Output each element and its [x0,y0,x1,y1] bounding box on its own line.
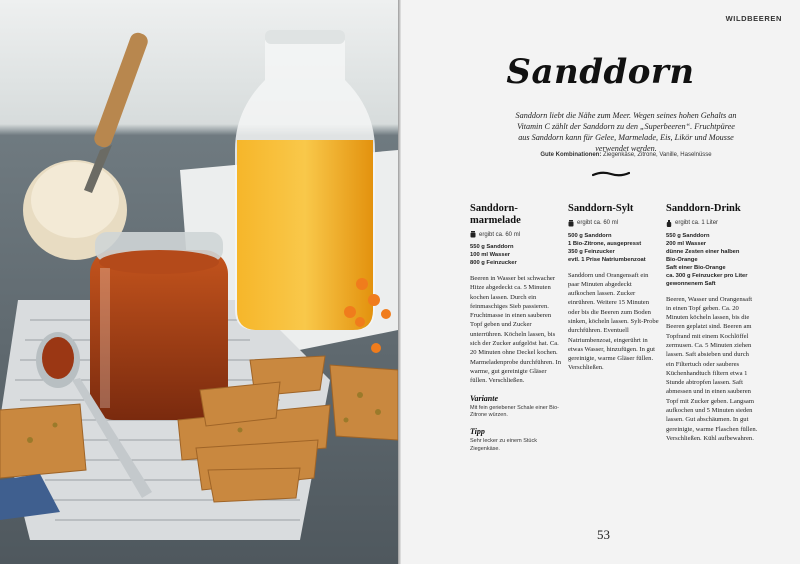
ingredient-item: 350 g Feinzucker [568,248,615,255]
ingredient-item: 1 Bio-Zitrone, ausgepresst [568,240,642,247]
sea-buckthorn-photo [0,0,398,564]
recipe-sylt [568,203,660,373]
recipe-yield [666,220,758,227]
ingredient-list [568,232,660,264]
recipe-yield [470,231,562,238]
jar-icon [470,231,476,238]
section-label: WILDBEEREN [725,14,782,23]
recipe-title-line1: Sanddorn- [470,203,518,214]
ingredient-item: 100 ml Wasser [470,252,511,258]
page-title: Sanddorn [506,52,695,92]
ingredient-item: evtl. 1 Prise Natriumbenzoat [568,256,646,263]
ingredient-item: gewonnenem Saft [666,280,716,287]
intro-text: Sanddorn liebt die Nähe zum Meer. Wegen seines hohen Gehalts an Vitamin C zählt der Sanddorn zu den „Superbeeren“. Fruchtpüree aus Sanddorn kann für Gelee, Marmelade, Eis, Likör und Mousse verwendet werden. [515,111,737,153]
recipe-yield-text: ergibt ca. 60 ml [479,231,521,238]
recipe-title-line2: marmelade [470,214,521,226]
recipe-method: Sanddorn und Orangensaft ein paar Minuten abgedeckt aufkochen lassen. Zucker einrühren. Weitere 15 Minuten oder bis die Beeren zum Boden sinken, köcheln lassen. Sylt-Probe durchführen. Eventuell Natriumbenzoat, eingerührt in etwas Wasser, hinzufügen. In gut gereinigte, warme Gläser füllen. Verschließen. [568,271,659,372]
jar-icon [568,220,574,227]
recipe-title [470,203,562,226]
recipe-yield [568,220,660,227]
ingredient-list [666,232,758,288]
recipe-drink [666,203,758,443]
ingredient-list [470,243,562,267]
pairing-value: Ziegenkäse, Zitrone, Vanille, Haselnüsse [603,152,712,158]
recipe-marmelade [470,203,562,453]
page-number: 53 [597,527,610,542]
variant-text: Mit fein geriebener Schale einer Bio-Zitrone würzen. [470,404,559,418]
recipe-title: Sanddorn-Sylt [568,203,634,214]
recipe-page [401,0,800,564]
bottle-icon [666,220,672,227]
recipe-yield-text: ergibt ca. 60 ml [577,220,619,226]
ingredient-item: 550 g Sanddorn [666,232,710,239]
recipe-method: Beeren, Wasser und Orangensaft in einen Topf geben. Ca. 20 Minuten köcheln lassen, bis die Beeren geplatzt sind. Beeren am Topfrand mit einem Kochlöffel zermusen. Ca. 5 Minuten ziehen lassen. Saft absieben und durch ein Filtertuch oder sauberes Küchenhandtuch filtern etwa 1 Stunde abtropfen lassen. Saft abmessen und in einen sauberen Topf mit Zucker geben. Langsam aufkochen und 5 Minuten sieden lassen. Gut abschäumen. In gut gereinigte, warme Flaschen füllen. Verschließen. Kühl aufbewahren. [666,295,758,442]
ingredient-item: 550 g Sanddorn [470,244,514,250]
recipe-method: Beeren in Wasser bei schwacher Hitze abgedeckt ca. 5 Minuten kochen lassen. Durch ein feinmaschiges Sieb passieren. Fruchtmasse in einen sauberen Topf geben und Zucker unterrühren. Köcheln lassen, bis sich der Zucker aufgelöst hat. Ca. 20 Minuten ohne Deckel kochen. Marmeladenprobe durchführen. In warme, gut gereinigte Gläser füllen. Verschließen. [470,275,561,385]
ingredient-item: 200 ml Wasser [666,240,707,247]
tip-heading: Tipp [470,427,485,437]
pairing-label: Gute Kombinationen: [540,152,602,158]
variant-heading: Variante [470,393,499,403]
ingredient-item: dünne Zesten einer halben [666,248,740,255]
tip-text: Sehr lecker zu einem Stück Ziegenkäse. [470,438,537,452]
pairing-note [511,152,741,158]
swash-divider [592,170,630,178]
recipe-title: Sanddorn-Drink [666,203,741,214]
ingredient-item: ca. 300 g Feinzucker pro Liter [666,272,748,279]
ingredient-item: Bio-Orange [666,256,698,263]
ingredient-item: Saft einer Bio-Orange [666,264,726,271]
ingredient-item: 800 g Feinzucker [470,260,517,266]
ingredient-item: 500 g Sanddorn [568,232,612,239]
recipe-yield-text: ergibt ca. 1 Liter [675,220,719,226]
